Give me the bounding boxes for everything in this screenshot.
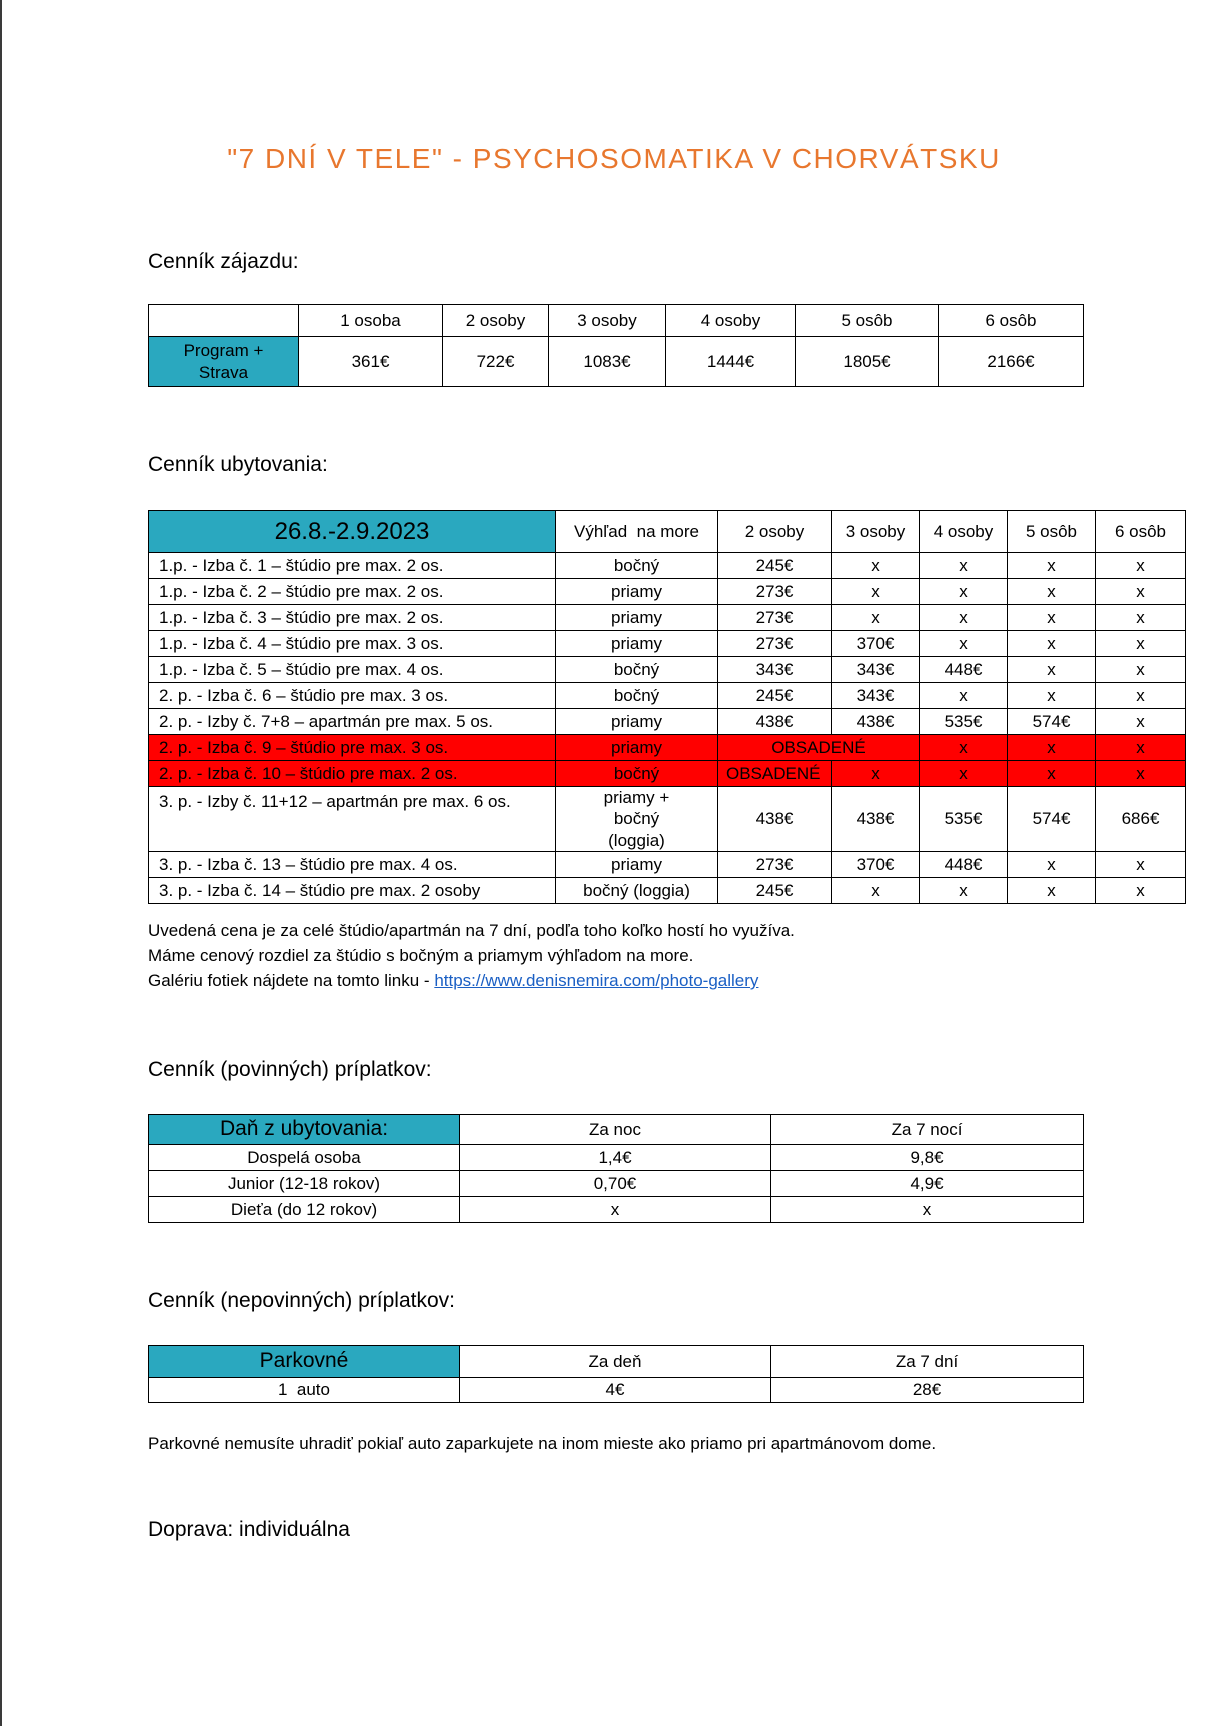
price-4-persons: x [920,735,1008,761]
accommodation-row [149,735,1186,761]
tour-col-1: 1 osoba [299,305,443,337]
price-3-persons: 438€ [832,787,920,852]
parking-label: Parkovné [149,1346,460,1378]
acc-col-view: Výhľad na more [556,511,718,553]
price-5-persons: x [1008,553,1096,579]
price-2-persons: 273€ [718,605,832,631]
tax-row-3-week: x [771,1197,1084,1223]
tax-row-3-night: x [460,1197,771,1223]
tour-price-3: 1083€ [549,337,666,387]
price-5-persons: x [1008,657,1096,683]
room-name: 1.p. - Izba č. 1 – štúdio pre max. 2 os. [149,553,556,579]
price-5-persons: 574€ [1008,709,1096,735]
accommodation-row [149,553,1186,579]
price-2-persons: 273€ [718,631,832,657]
page-left-border [0,0,2,1726]
accommodation-row [149,605,1186,631]
tour-col-4: 4 osoby [666,305,796,337]
price-2-persons: 438€ [718,787,832,852]
accommodation-table [148,510,1186,904]
price-6-persons: x [1096,631,1186,657]
acc-col-3: 3 osoby [832,511,920,553]
room-name: 1.p. - Izba č. 5 – štúdio pre max. 4 os. [149,657,556,683]
price-4-persons: x [920,683,1008,709]
price-2-persons: 273€ [718,579,832,605]
parking-item: 1 auto [149,1378,460,1403]
accommodation-row [149,709,1186,735]
accommodation-row [149,787,1186,852]
price-2-persons: 245€ [718,877,832,903]
sea-view: bočný [556,761,718,787]
sea-view: priamy + bočný (loggia) [556,787,718,852]
tour-price-1: 361€ [299,337,443,387]
parking-week: 28€ [771,1378,1084,1403]
tour-price-6: 2166€ [939,337,1084,387]
price-2-persons: 245€ [718,683,832,709]
price-3-persons: x [832,605,920,631]
tax-col-week: Za 7 nocí [771,1115,1084,1145]
tax-row-1-night: 1,4€ [460,1145,771,1171]
accommodation-row [149,683,1186,709]
price-4-persons: x [920,877,1008,903]
room-name: 2. p. - Izba č. 10 – štúdio pre max. 2 os. [149,761,556,787]
parking-col-day: Za deň [460,1346,771,1378]
tax-row-3-who: Dieťa (do 12 rokov) [149,1197,460,1223]
price-5-persons: x [1008,631,1096,657]
parking-day: 4€ [460,1378,771,1403]
sea-view: priamy [556,735,718,761]
price-3-persons: x [832,877,920,903]
parking-col-week: Za 7 dní [771,1346,1084,1378]
sea-view: priamy [556,579,718,605]
room-name: 3. p. - Izba č. 13 – štúdio pre max. 4 os. [149,851,556,877]
optional-heading: Cenník (nepovinných) príplatkov: [148,1289,455,1312]
tour-col-3: 3 osoby [549,305,666,337]
price-2-persons: 343€ [718,657,832,683]
price-5-persons: x [1008,605,1096,631]
price-6-persons: x [1096,657,1186,683]
price-3-persons: 343€ [832,683,920,709]
price-6-persons: x [1096,735,1186,761]
tour-price-table [148,304,1084,387]
room-name: 3. p. - Izby č. 11+12 – apartmán pre max. 6 os. [149,787,556,852]
accommodation-row [149,579,1186,605]
price-5-persons: x [1008,735,1096,761]
sea-view: priamy [556,631,718,657]
price-3-persons: x [832,553,920,579]
price-5-persons: x [1008,851,1096,877]
price-4-persons: 535€ [920,709,1008,735]
acc-col-5: 5 osôb [1008,511,1096,553]
room-name: 1.p. - Izba č. 3 – štúdio pre max. 2 os. [149,605,556,631]
mandatory-heading: Cenník (povinných) príplatkov: [148,1058,432,1081]
acc-col-6: 6 osôb [1096,511,1186,553]
accommodation-date: 26.8.-2.9.2023 [149,511,556,553]
price-4-persons: x [920,761,1008,787]
price-4-persons: x [920,605,1008,631]
sea-view: priamy [556,709,718,735]
price-4-persons: x [920,631,1008,657]
price-6-persons: x [1096,851,1186,877]
room-name: 2. p. - Izba č. 6 – štúdio pre max. 3 os. [149,683,556,709]
price-6-persons: x [1096,761,1186,787]
tax-row-2-who: Junior (12-18 rokov) [149,1171,460,1197]
tour-price-5: 1805€ [796,337,939,387]
tax-row-1-week: 9,8€ [771,1145,1084,1171]
accommodation-row [149,631,1186,657]
price-3-persons: 370€ [832,631,920,657]
tour-row-label: Program + Strava [149,337,299,387]
tax-col-night: Za noc [460,1115,771,1145]
price-5-persons: x [1008,579,1096,605]
price-5-persons: x [1008,877,1096,903]
sea-view: bočný [556,657,718,683]
tour-price-4: 1444€ [666,337,796,387]
tax-row-2-week: 4,9€ [771,1171,1084,1197]
price-3-persons: 343€ [832,657,920,683]
page-title: "7 DNÍ V TELE" - PSYCHOSOMATIKA V CHORVÁTSKU [227,143,1001,174]
acc-col-2: 2 osoby [718,511,832,553]
room-name: 1.p. - Izba č. 4 – štúdio pre max. 3 os. [149,631,556,657]
room-name: 2. p. - Izby č. 7+8 – apartmán pre max. 5 os. [149,709,556,735]
accommodation-row [149,657,1186,683]
price-3-persons: x [832,579,920,605]
price-4-persons: 448€ [920,657,1008,683]
tax-row-1-who: Dospelá osoba [149,1145,460,1171]
price-6-persons: x [1096,553,1186,579]
tour-col-5: 5 osôb [796,305,939,337]
accommodation-heading: Cenník ubytovania: [148,453,328,476]
price-6-persons: x [1096,579,1186,605]
accommodation-row [149,877,1186,903]
transport: Doprava: individuálna [148,1518,350,1541]
accommodation-row [149,851,1186,877]
price-4-persons: x [920,579,1008,605]
tour-col-2: 2 osoby [443,305,549,337]
sea-view: bočný [556,683,718,709]
price-4-persons: x [920,553,1008,579]
tax-label: Daň z ubytovania: [149,1115,460,1145]
price-4-persons: 448€ [920,851,1008,877]
price-4-persons: 535€ [920,787,1008,852]
price-5-persons: 574€ [1008,787,1096,852]
price-3-persons: x [832,761,920,787]
sea-view: bočný [556,553,718,579]
price-5-persons: x [1008,761,1096,787]
note-2: Máme cenový rozdiel za štúdio s bočným a priamym výhľadom na more. [148,946,694,965]
mandatory-fees-table [148,1114,1084,1223]
price-6-persons: 686€ [1096,787,1186,852]
tax-row-2-night: 0,70€ [460,1171,771,1197]
acc-col-4: 4 osoby [920,511,1008,553]
price-6-persons: x [1096,877,1186,903]
gallery-link[interactable]: https://www.denisnemira.com/photo-gallery [434,971,759,990]
optional-fees-table [148,1345,1084,1403]
price-6-persons: x [1096,605,1186,631]
tour-corner [149,305,299,337]
parking-note: Parkovné nemusíte uhradiť pokiaľ auto zaparkujete na inom mieste ako priamo pri apartmánovom dome. [148,1434,937,1453]
note-1: Uvedená cena je za celé štúdio/apartmán na 7 dní, podľa toho koľko hostí ho využíva. [148,921,795,940]
accommodation-row [149,761,1186,787]
price-3-persons: 370€ [832,851,920,877]
sea-view: priamy [556,851,718,877]
occupied-label: OBSADENÉ [718,761,832,787]
sea-view: bočný (loggia) [556,877,718,903]
price-6-persons: x [1096,683,1186,709]
accommodation-notes [148,918,795,993]
price-2-persons: 438€ [718,709,832,735]
price-6-persons: x [1096,709,1186,735]
gallery-text: Galériu fotiek nájdete na tomto linku - [148,971,435,990]
room-name: 3. p. - Izba č. 14 – štúdio pre max. 2 osoby [149,877,556,903]
occupied-label: OBSADENÉ [718,735,920,761]
tour-heading: Cenník zájazdu: [148,250,299,273]
price-2-persons: 245€ [718,553,832,579]
tour-col-6: 6 osôb [939,305,1084,337]
sea-view: priamy [556,605,718,631]
room-name: 2. p. - Izba č. 9 – štúdio pre max. 3 os. [149,735,556,761]
price-2-persons: 273€ [718,851,832,877]
room-name: 1.p. - Izba č. 2 – štúdio pre max. 2 os. [149,579,556,605]
tour-price-2: 722€ [443,337,549,387]
price-5-persons: x [1008,683,1096,709]
gallery-line [148,968,795,993]
price-3-persons: 438€ [832,709,920,735]
